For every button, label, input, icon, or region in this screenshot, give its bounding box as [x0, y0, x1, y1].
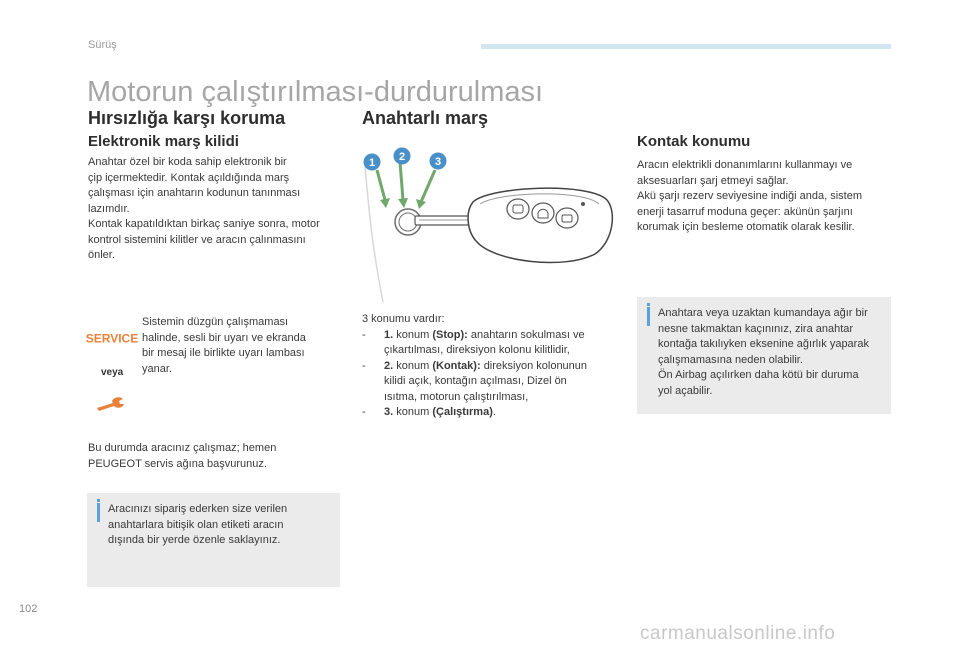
- text-line: anahtarlara bitişik olan etiketi aracın: [108, 518, 284, 531]
- text-line: önler.: [88, 249, 115, 261]
- or-label: veya: [101, 367, 124, 378]
- header-bar: [481, 44, 891, 49]
- info-icon: [97, 503, 100, 522]
- info-icon-dot: [647, 303, 650, 306]
- wrench-icon: [95, 396, 127, 412]
- info-box-text: [108, 502, 333, 549]
- service-warning-text: SERVICE: [85, 331, 139, 346]
- accessory-paragraph: [637, 158, 892, 236]
- text-line: nesne takmaktan kaçınınız, zira anahtar: [658, 322, 854, 335]
- text-line: çalışması için anahtarın kodunun tanınması: [88, 187, 301, 199]
- text-line: Bu durumda aracınız çalışmaz; hemen: [88, 442, 277, 454]
- positions-intro: 3 konumu vardır:: [362, 313, 445, 325]
- position-number: 1.: [384, 328, 394, 341]
- position-desc: kilidi açık, kontağın açılması, Dizel ön: [384, 375, 567, 387]
- heading-accessory-position: Kontak konumu: [637, 133, 751, 150]
- text-line: enerji tasarruf moduna geçer: akünün şarjını: [637, 205, 853, 218]
- section-label: Sürüş: [88, 39, 117, 51]
- marker-1: 1: [368, 157, 376, 169]
- list-item: [362, 328, 622, 359]
- position-desc: .: [492, 406, 496, 418]
- position-number: 3.: [384, 406, 394, 418]
- position-desc: çıkartılması, direksiyon kolonu kilitlidir,: [384, 344, 570, 356]
- text-line: bir mesaj ile birlikte uyarı lambası: [142, 347, 305, 359]
- watermark: carmanualsonline.info: [640, 623, 836, 644]
- list-dash: -: [362, 406, 366, 418]
- warning-paragraph: [142, 315, 332, 377]
- page-title: Motorun çalıştırılması-durdurulması: [87, 76, 544, 108]
- position-word: konum: [396, 359, 430, 372]
- text-line: korumak için besleme otomatik olarak kesilir.: [637, 221, 855, 233]
- text-line: Aracın elektrikli donanımlarını kullanmayı ve: [637, 159, 853, 171]
- info-box-text: [658, 306, 888, 399]
- text-line: kontrol sistemini kilitler ve aracın çalınmasını: [88, 233, 306, 246]
- position-name: (Stop):: [432, 328, 468, 341]
- positions-list: [362, 328, 622, 421]
- position-name: (Kontak):: [432, 359, 481, 372]
- info-icon: [647, 307, 650, 326]
- text-line: Kontak kapatıldıktan birkaç saniye sonra, motor: [88, 218, 320, 230]
- text-line: dışında bir yerde özenle saklayınız.: [108, 534, 281, 546]
- text-line: Ön Airbag açılırken daha kötü bir duruma: [658, 369, 859, 381]
- position-number: 2.: [384, 359, 394, 372]
- text-line: Akü şarjı rezerv seviyesine indiği anda, sistem: [637, 190, 862, 202]
- position-desc: ısıtma, motorun çalıştırılması,: [384, 390, 529, 403]
- info-icon-dot: [97, 499, 100, 502]
- service-paragraph: [88, 441, 348, 472]
- text-line: halinde, sesli bir uyarı ve ekranda: [142, 331, 306, 344]
- text-line: PEUGEOT servis ağına başvurunuz.: [88, 457, 267, 470]
- ignition-key-figure: [355, 142, 620, 302]
- list-item: [362, 359, 622, 406]
- text-line: lazımdır.: [88, 202, 130, 215]
- text-line: kontağa takılıyken eksenine ağırlık yaparak: [658, 338, 869, 350]
- marker-2: 2: [398, 151, 406, 163]
- list-dash: -: [362, 359, 366, 372]
- key-positions: [362, 312, 622, 421]
- service-warning-icon: [85, 330, 139, 346]
- list-item: [362, 405, 622, 421]
- text-line: Anahtara veya uzaktan kumandaya ağır bir: [658, 307, 868, 319]
- info-box-keyring: [637, 297, 891, 414]
- text-line: Anahtar özel bir koda sahip elektronik bir: [88, 156, 287, 168]
- position-name: (Çalıştırma): [432, 406, 493, 418]
- text-line: çalışmamasına neden olabilir.: [658, 353, 803, 366]
- immobiliser-paragraph: [88, 155, 348, 264]
- text-line: yanar.: [142, 362, 172, 375]
- position-desc: anahtarın sokulması ve: [470, 328, 585, 341]
- marker-3: 3: [434, 156, 442, 168]
- heading-key-start: Anahtarlı marş: [362, 108, 489, 128]
- position-desc: direksiyon kolonunun: [483, 359, 588, 372]
- position-word: konum: [396, 406, 430, 418]
- text-line: çip içermektedir. Kontak açıldığında marş: [88, 171, 290, 184]
- position-word: konum: [396, 328, 430, 341]
- heading-anti-theft: Hırsızlığa karşı koruma: [88, 108, 286, 128]
- list-dash: -: [362, 328, 366, 341]
- subheading-immobiliser: Elektronik marş kilidi: [88, 133, 239, 150]
- info-box-label: [87, 493, 340, 587]
- text-line: aksesuarları şarj etmeyi sağlar.: [637, 174, 789, 187]
- text-line: Aracınızı sipariş ederken size verilen: [108, 503, 288, 515]
- text-line: Sistemin düzgün çalışmaması: [142, 316, 289, 328]
- page-number: 102: [19, 603, 38, 615]
- text-line: yol açabilir.: [658, 384, 713, 397]
